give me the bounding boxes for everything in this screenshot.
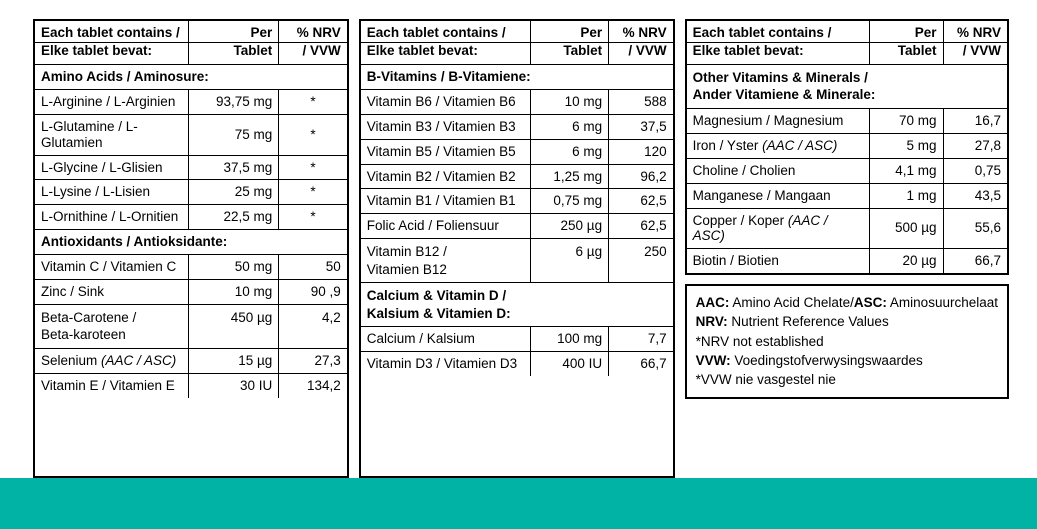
table-row — [687, 158, 1007, 183]
panel-amino-antioxidants — [33, 19, 349, 478]
nutrient-name: Magnesium / Magnesium — [687, 108, 869, 133]
nutrient-nrv: 134,2 — [279, 373, 347, 397]
nutrient-name-chelate-note: (AAC / ASC) — [762, 137, 838, 153]
nutrient-nrv: 0,75 — [943, 158, 1007, 183]
nutrient-amount: 1,25 mg — [531, 164, 609, 189]
nutrient-amount: 93,75 mg — [189, 89, 279, 114]
nutrient-amount: 5 mg — [869, 133, 943, 158]
nutrient-name: Zinc / Sink — [35, 280, 189, 305]
nutrient-table-2 — [361, 21, 673, 376]
header-col-amount-line1: Per — [869, 21, 943, 42]
section-title-calcium-vitd-line1: Calcium & Vitamin D / — [361, 283, 673, 305]
nutrient-amount: 37,5 mg — [189, 155, 279, 180]
header-col-name-line1: Each tablet contains / — [687, 21, 869, 42]
nutrient-nrv: 55,6 — [943, 208, 1007, 249]
section-title-row-2 — [687, 86, 1007, 108]
nutrient-nrv-blank — [609, 261, 673, 283]
nutrient-amount: 1 mg — [869, 183, 943, 208]
header-col-amount-line2: Tablet — [531, 42, 609, 64]
nutrient-name: L-Lysine / L-Lisien — [35, 180, 189, 205]
section-title-other-line2: Ander Vitamiene & Minerale: — [687, 86, 1007, 108]
panel-gap — [685, 275, 1009, 284]
nutrient-name: Folic Acid / Foliensuur — [361, 214, 531, 239]
nutrient-name — [687, 133, 869, 158]
nutrient-nrv: 66,7 — [943, 249, 1007, 273]
nutrient-nrv: * — [279, 205, 347, 230]
section-title-row — [361, 64, 673, 89]
nutrient-amount: 100 mg — [531, 327, 609, 352]
note-aac-text: Amino Acid Chelate/ — [729, 295, 854, 311]
nutrient-name: Vitamin E / Vitamien E — [35, 373, 189, 397]
header-col-amount-line1: Per — [189, 21, 279, 42]
note-vvw-not-established: *VVW nie vasgestel nie — [695, 371, 836, 387]
header-col-nrv-line2: / VVW — [943, 42, 1007, 64]
table-row — [361, 214, 673, 239]
header-col-nrv-line1: % NRV — [609, 21, 673, 42]
nutrient-name: L-Glutamine / L-Glutamien — [35, 114, 189, 155]
header-col-name-line1: Each tablet contains / — [361, 21, 531, 42]
nutrient-amount: 30 IU — [189, 373, 279, 397]
nutrient-nrv: 250 — [609, 239, 673, 261]
nutrient-amount: 10 mg — [531, 89, 609, 114]
nutrient-name-chelate-note: (AAC / ASC) — [692, 212, 828, 244]
table-row — [361, 239, 673, 261]
nutrient-amount: 450 µg — [189, 305, 279, 327]
section-title-row — [35, 230, 347, 255]
table-row — [687, 208, 1007, 249]
nutrient-name-text: Selenium — [41, 353, 102, 369]
nutrient-amount: 50 mg — [189, 255, 279, 280]
nutrient-name: Biotin / Biotien — [687, 249, 869, 273]
table-row — [361, 164, 673, 189]
nutrient-nrv-blank — [279, 327, 347, 349]
nutrient-name: Vitamin B3 / Vitamien B3 — [361, 114, 531, 139]
nutrient-table-3 — [687, 21, 1007, 273]
nutrient-amount: 4,1 mg — [869, 158, 943, 183]
nutrient-name: Manganese / Mangaan — [687, 183, 869, 208]
nutrient-name: Vitamin D3 / Vitamien D3 — [361, 352, 531, 376]
nutrient-name: L-Glycine / L-Glisien — [35, 155, 189, 180]
nutrient-name: Vitamin B1 / Vitamien B1 — [361, 189, 531, 214]
table-header-row-2 — [361, 42, 673, 64]
header-col-nrv-line1: % NRV — [943, 21, 1007, 42]
note-vvw-label: VVW: — [695, 352, 731, 368]
header-col-nrv-line1: % NRV — [279, 21, 347, 42]
table-row — [35, 255, 347, 280]
table-row — [35, 349, 347, 374]
table-row — [361, 189, 673, 214]
nutrient-name-text: Iron / Yster — [692, 137, 763, 153]
abbreviation-notes-box — [685, 284, 1009, 399]
header-col-amount-line1: Per — [531, 21, 609, 42]
nutrient-name: Vitamin B12 / — [361, 239, 531, 261]
nutrient-name: Vitamin C / Vitamien C — [35, 255, 189, 280]
panel-3-wrapper — [685, 19, 1009, 478]
nutrient-amount: 6 mg — [531, 139, 609, 164]
nutrient-nrv: 62,5 — [609, 189, 673, 214]
table-header-row — [35, 21, 347, 42]
nutrient-nrv: 62,5 — [609, 214, 673, 239]
note-vvw — [696, 351, 998, 370]
nutrient-amount: 70 mg — [869, 108, 943, 133]
table-row — [687, 133, 1007, 158]
nutrient-name-line2: Vitamien B12 — [361, 261, 531, 283]
note-asc-label: ASC: — [853, 295, 887, 311]
section-title-row — [35, 64, 347, 89]
nutrient-amount: 10 mg — [189, 280, 279, 305]
nutrient-nrv: 43,5 — [943, 183, 1007, 208]
nutrient-amount-blank — [189, 327, 279, 349]
nutrient-amount: 20 µg — [869, 249, 943, 273]
note-nrv-text: Nutrient Reference Values — [727, 314, 889, 330]
header-col-nrv-line2: / VVW — [609, 42, 673, 64]
nutrient-amount: 75 mg — [189, 114, 279, 155]
nutrient-nrv: 588 — [609, 89, 673, 114]
nutrient-name-line2: Beta-karoteen — [35, 327, 189, 349]
nutrient-table-1 — [35, 21, 347, 398]
nutrient-nrv: 7,7 — [609, 327, 673, 352]
table-row — [35, 280, 347, 305]
table-header-row-2 — [687, 42, 1007, 64]
nutrient-nrv: 27,3 — [279, 349, 347, 374]
table-header-row-2 — [35, 42, 347, 64]
nutrient-name-text: Copper / Koper — [692, 212, 788, 228]
section-title-row-2 — [361, 305, 673, 327]
table-row — [35, 180, 347, 205]
table-row — [35, 205, 347, 230]
nutrient-name-chelate-note: (AAC / ASC) — [101, 353, 177, 369]
note-asc-text: Aminosuurchelaat — [886, 295, 998, 311]
nutrient-amount: 6 mg — [531, 114, 609, 139]
nutrient-amount: 400 IU — [531, 352, 609, 376]
nutrient-nrv: 50 — [279, 255, 347, 280]
table-row — [361, 139, 673, 164]
nutrient-nrv: * — [279, 89, 347, 114]
nutrient-name: Beta-Carotene / — [35, 305, 189, 327]
section-title-row — [687, 64, 1007, 86]
note-nrv-not-established: *NRV not established — [695, 333, 824, 349]
nutrient-amount: 15 µg — [189, 349, 279, 374]
nutrient-nrv: 120 — [609, 139, 673, 164]
nutrient-name: L-Arginine / L-Arginien — [35, 89, 189, 114]
section-title-b-vitamins: B-Vitamins / B-Vitamiene: — [361, 64, 673, 89]
table-row — [35, 114, 347, 155]
header-col-name-line2: Elke tablet bevat: — [361, 42, 531, 64]
table-row — [35, 89, 347, 114]
section-title-calcium-vitd-line2: Kalsium & Vitamien D: — [361, 305, 673, 327]
header-col-amount-line2: Tablet — [189, 42, 279, 64]
nutrient-amount-blank — [531, 261, 609, 283]
panel-other-vitamins-minerals — [685, 19, 1009, 275]
nutrient-nrv: 66,7 — [609, 352, 673, 376]
header-col-name-line2: Elke tablet bevat: — [687, 42, 869, 64]
section-title-amino-acids: Amino Acids / Aminosure: — [35, 64, 347, 89]
note-nrv-label: NRV: — [695, 314, 728, 330]
nutrient-nrv: 96,2 — [609, 164, 673, 189]
nutrient-nrv: 4,2 — [279, 305, 347, 327]
note-nrv — [696, 312, 998, 331]
nutrient-name: Vitamin B6 / Vitamien B6 — [361, 89, 531, 114]
table-row — [361, 114, 673, 139]
table-row — [687, 183, 1007, 208]
nutrient-amount: 500 µg — [869, 208, 943, 249]
table-header-row — [361, 21, 673, 42]
nutrient-name — [687, 208, 869, 249]
header-col-name-line1: Each tablet contains / — [35, 21, 189, 42]
nutrient-nrv: * — [279, 155, 347, 180]
nutrient-name: Choline / Cholien — [687, 158, 869, 183]
nutrient-name — [35, 349, 189, 374]
note-aac-asc — [696, 293, 998, 312]
header-col-name-line2: Elke tablet bevat: — [35, 42, 189, 64]
header-col-nrv-line2: / VVW — [279, 42, 347, 64]
nutrient-nrv: * — [279, 180, 347, 205]
nutrient-nrv: 27,8 — [943, 133, 1007, 158]
nutrient-amount: 25 mg — [189, 180, 279, 205]
section-title-row — [361, 283, 673, 305]
nutrient-nrv: 90 ,9 — [279, 280, 347, 305]
table-row — [361, 89, 673, 114]
section-title-other-line1: Other Vitamins & Minerals / — [687, 64, 1007, 86]
note-vvw-text: Voedingstofverwysingswaardes — [730, 352, 923, 368]
table-row — [35, 373, 347, 397]
table-row — [361, 352, 673, 376]
note-aac-label: AAC: — [695, 295, 730, 311]
table-row — [361, 327, 673, 352]
table-row-continuation — [361, 261, 673, 283]
table-row — [35, 305, 347, 327]
nutrient-nrv: 16,7 — [943, 108, 1007, 133]
table-row — [687, 108, 1007, 133]
table-header-row — [687, 21, 1007, 42]
table-row-continuation — [35, 327, 347, 349]
nutrient-amount: 250 µg — [531, 214, 609, 239]
nutrient-name: Vitamin B2 / Vitamien B2 — [361, 164, 531, 189]
nutrient-amount: 0,75 mg — [531, 189, 609, 214]
nutrient-nrv: * — [279, 114, 347, 155]
header-col-amount-line2: Tablet — [869, 42, 943, 64]
nutrient-name: Vitamin B5 / Vitamien B5 — [361, 139, 531, 164]
panel-b-vitamins-calcium — [359, 19, 675, 478]
section-title-antioxidants: Antioxidants / Antioksidante: — [35, 230, 347, 255]
nutrient-name: L-Ornithine / L-Ornitien — [35, 205, 189, 230]
nutrient-amount: 6 µg — [531, 239, 609, 261]
table-row — [35, 155, 347, 180]
nutrient-nrv: 37,5 — [609, 114, 673, 139]
nutrient-amount: 22,5 mg — [189, 205, 279, 230]
table-row — [687, 249, 1007, 273]
nutrient-name: Calcium / Kalsium — [361, 327, 531, 352]
